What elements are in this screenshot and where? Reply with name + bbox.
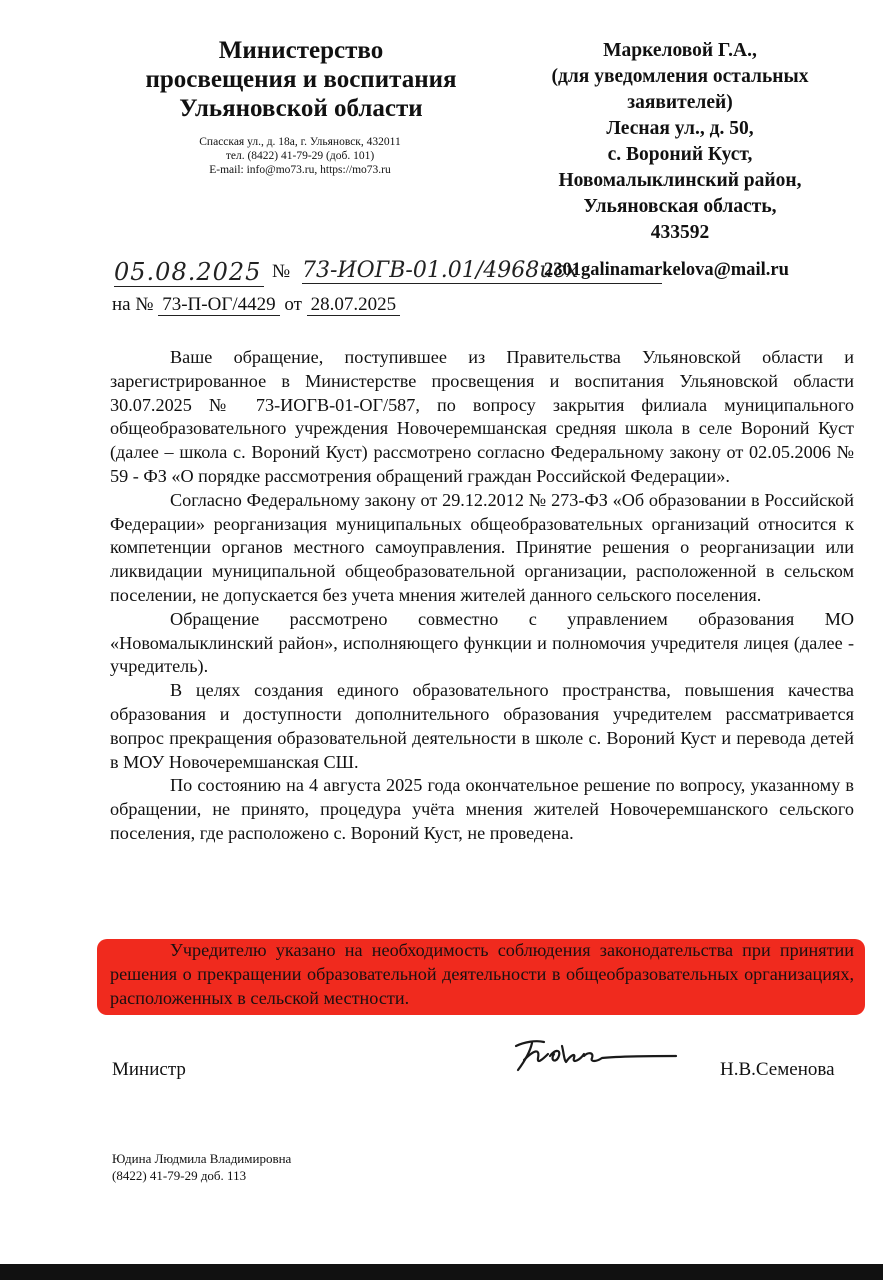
performer-name: Юдина Людмила Владимировна (112, 1151, 292, 1166)
sender-address: Спасская ул., д. 18а, г. Ульяновск, 432011 (199, 136, 401, 148)
recipient-line-5: с. Вороний Куст, (607, 144, 753, 165)
outgoing-registration (112, 258, 852, 288)
org-name-line-3: Ульяновской области (179, 95, 423, 122)
letter-body (110, 346, 854, 846)
performer-info (112, 1150, 291, 1184)
incoming-reference (112, 294, 400, 316)
recipient-line-3: заявителей) (627, 92, 733, 113)
outgoing-number: 73-ИОГВ-01.01/4968исх (302, 258, 662, 284)
bottom-edge-bar (0, 1264, 883, 1280)
number-sign: № (272, 261, 291, 282)
paragraph-5: По состоянию на 4 августа 2025 года окончательное решение по вопросу, указанному в обращении, не принято, процедура учёта мнения жителей Новочеремшанского сельского поселения, где расположено с. Вороний Куст, не проведена. (110, 775, 854, 843)
paragraph-4: В целях создания единого образовательного пространства, повышения качества образования и доступности дополнительного образования учредителем рассматривается вопрос прекращения образовательной деятельности в школе с. Вороний Куст и перевода детей в МОУ Новочеремшанская СШ. (110, 680, 854, 772)
recipient-line-1: Маркеловой Г.А., (603, 40, 757, 61)
incoming-date: 28.07.2025 (307, 294, 401, 316)
recipient-block (520, 38, 840, 246)
paragraph-6: Учредителю указано на необходимость соблюдения законодательства при принятии решения о прекращении образовательной деятельности в общеобразовательных организациях, расположенных в сельской местности. (110, 940, 854, 1008)
paragraph-2: Согласно Федеральному закону от 29.12.2012 № 273-ФЗ «Об образовании в Российской Федерации» реорганизация муниципальных общеобразовательных организаций относится к компетенции органов местного самоуправления. Принятие решения о реорганизации или ликвидации муниципальной общеобразовательной организации, расположенной в сельском поселении, не допускается без учета мнения жителей данного сельского поселения. (110, 489, 854, 605)
recipient-line-8: 433592 (650, 222, 710, 243)
sender-email-web: E-mail: info@mo73.ru, https://mo73.ru (209, 164, 391, 176)
recipient-line-4: Лесная ул., д. 50, (606, 118, 754, 139)
sender-contacts (150, 135, 450, 177)
paragraph-3: Обращение рассмотрено совместно с управлением образования МО «Новомалыклинский район», исполняющего функции и полномочия учредителя лицея (далее - учредитель). (110, 608, 854, 677)
paragraph-1: Ваше обращение, поступившее из Правительства Ульяновской области и зарегистрированное в Министерстве просвещения и воспитания Ульяновской области 30.07.2025 № 73-ИОГВ-01-ОГ/587, по вопросу закрытия филиала муниципального общеобразовательного учреждения Новочеремшанская средняя школа в селе Вороний Куст (далее – школа с. Вороний Куст) рассмотрено согласно Федеральному закону от 02.05.2006 № 59 - ФЗ «О порядке рассмотрения обращений граждан Российской Федерации». (110, 347, 854, 486)
performer-phone: (8422) 41-79-29 доб. 113 (112, 1168, 247, 1183)
recipient-line-2: (для уведомления остальных (551, 66, 809, 87)
handwritten-signature (510, 1034, 680, 1081)
recipient-email: 2301galinamarkelova@mail.ru (544, 260, 789, 280)
signatory-name: Н.В.Семенова (720, 1059, 835, 1080)
org-name-line-2: просвещения и воспитания (145, 66, 457, 93)
sender-organization (112, 36, 490, 123)
incoming-prefix: на № (112, 294, 154, 315)
incoming-number: 73-П-ОГ/4429 (158, 294, 279, 316)
org-name-line-1: Министерство (218, 37, 384, 64)
incoming-from: от (284, 294, 302, 315)
signatory-title: Министр (112, 1059, 186, 1080)
highlighted-paragraph (110, 939, 854, 1010)
outgoing-date: 05.08.2025 (114, 258, 264, 287)
recipient-line-6: Новомалыклинский район, (558, 170, 802, 191)
recipient-line-7: Ульяновская область, (583, 196, 777, 217)
sender-phone: тел. (8422) 41-79-29 (доб. 101) (225, 150, 375, 162)
